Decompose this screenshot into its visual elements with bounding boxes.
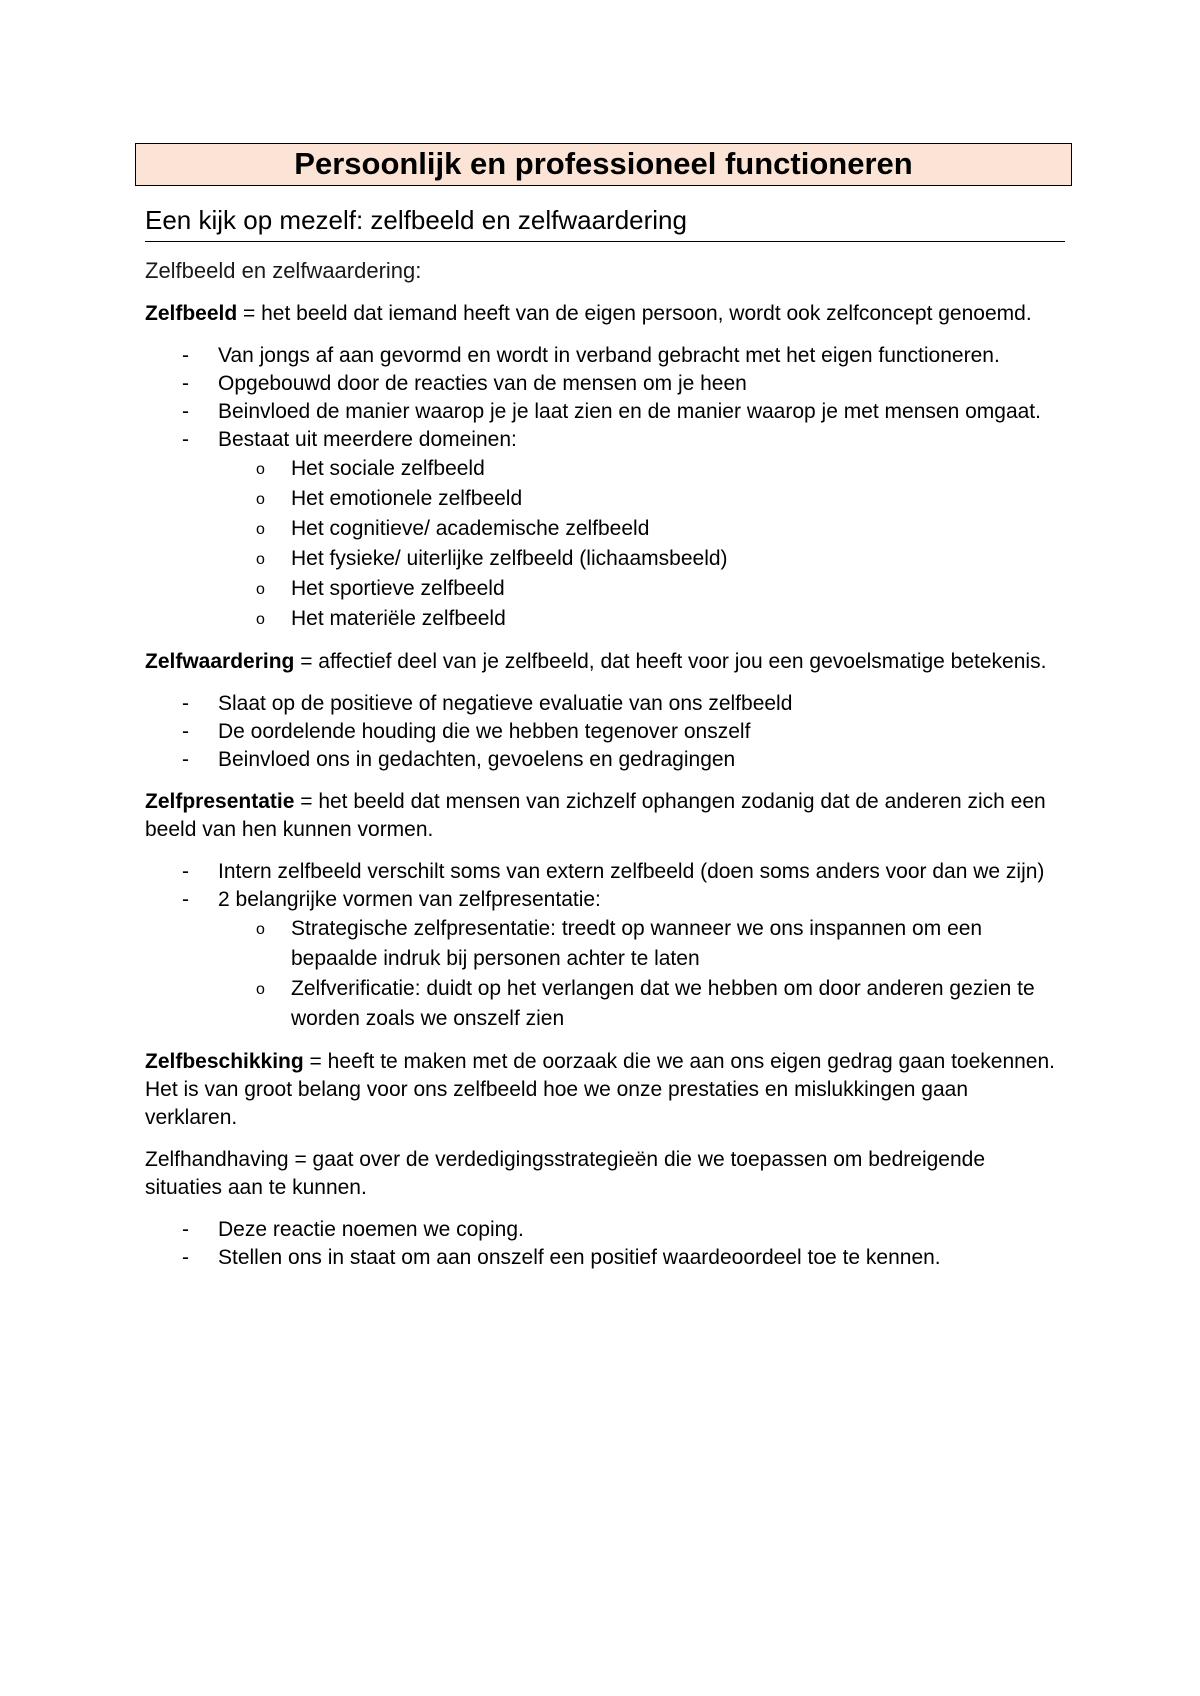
list-item: [145, 426, 1065, 634]
circle-marker: o: [256, 581, 265, 598]
list-item: [145, 342, 1065, 370]
list-item: [145, 746, 1065, 774]
circle-marker: o: [256, 461, 265, 478]
zelfwaardering-definition: = affectief deel van je zelfbeeld, dat heeft voor jou een gevoelsmatige betekenis.: [294, 650, 1047, 673]
section-subheading: Zelfbeeld en zelfwaardering:: [145, 258, 422, 283]
sublist-item: [218, 544, 1065, 574]
zelfwaardering-paragraph: [145, 648, 1065, 676]
domains-sublist: [218, 454, 1065, 634]
zelfbeeld-term: Zelfbeeld: [145, 302, 238, 325]
dash-marker: -: [182, 888, 189, 911]
list-item-text: Van jongs af aan gevormd en wordt in verband gebracht met het eigen functioneren.: [218, 344, 1000, 367]
zelfpresentatie-bullet-list: [145, 858, 1065, 1034]
dash-marker: -: [182, 372, 189, 395]
dash-marker: -: [182, 344, 189, 367]
sublist-item-text: Zelfverificatie: duidt op het verlangen dat we hebben om door anderen gezien te worden zoals we onszelf zien: [291, 977, 1035, 1030]
list-item-text: Intern zelfbeeld verschilt soms van extern zelfbeeld (doen soms anders voor dan we zijn): [218, 860, 1045, 883]
sublist-item-text: Het cognitieve/ academische zelfbeeld: [291, 517, 650, 540]
dash-marker: -: [182, 860, 189, 883]
list-item-text: Stellen ons in staat om aan onszelf een positief waardeoordeel toe te kennen.: [218, 1246, 941, 1269]
list-item: [145, 398, 1065, 426]
list-item-text: Bestaat uit meerdere domeinen:: [218, 428, 517, 451]
document-title: Persoonlijk en professioneel functioneren: [135, 143, 1072, 186]
dash-marker: -: [182, 692, 189, 715]
sublist-item-text: Strategische zelfpresentatie: treedt op wanneer we ons inspannen om een bepaalde indruk bij personen achter te laten: [291, 917, 983, 970]
sublist-item: [218, 454, 1065, 484]
dash-marker: -: [182, 1246, 189, 1269]
dash-marker: -: [182, 720, 189, 743]
dash-marker: -: [182, 400, 189, 423]
list-item: [145, 1244, 1065, 1272]
zelfwaardering-term: Zelfwaardering: [145, 650, 295, 673]
list-item: [145, 370, 1065, 398]
circle-marker: o: [256, 491, 265, 508]
circle-marker: o: [256, 981, 265, 998]
sublist-item: [218, 974, 1065, 1034]
list-item-text: Beinvloed ons in gedachten, gevoelens en gedragingen: [218, 748, 736, 771]
list-item-text: De oordelende houding die we hebben tegenover onszelf: [218, 720, 751, 743]
circle-marker: o: [256, 551, 265, 568]
zelfbeschikking-term: Zelfbeschikking: [145, 1050, 304, 1073]
zelfbeeld-definition: = het beeld dat iemand heeft van de eigen persoon, wordt ook zelfconcept genoemd.: [237, 302, 1032, 325]
list-item: [145, 718, 1065, 746]
dash-marker: -: [182, 428, 189, 451]
sublist-item-text: Het sportieve zelfbeeld: [291, 577, 505, 600]
zelfpresentatie-paragraph: [145, 788, 1065, 844]
zelfhandhaving-bullet-list: [145, 1216, 1065, 1272]
zelfwaardering-bullet-list: [145, 690, 1065, 774]
circle-marker: o: [256, 521, 265, 538]
sublist-item-text: Het materiële zelfbeeld: [291, 607, 506, 630]
sublist-item: [218, 604, 1065, 634]
sublist-item: [218, 914, 1065, 974]
sublist-item: [218, 484, 1065, 514]
sublist-item: [218, 574, 1065, 604]
sublist-item-text: Het sociale zelfbeeld: [291, 457, 485, 480]
list-item-text: Deze reactie noemen we coping.: [218, 1218, 524, 1241]
list-item: [145, 1216, 1065, 1244]
zelfbeeld-paragraph: [145, 300, 1065, 328]
list-item-text: Opgebouwd door de reacties van de mensen om je heen: [218, 372, 747, 395]
zelfbeschikking-paragraph: [145, 1048, 1065, 1132]
list-item: [145, 690, 1065, 718]
list-item: [145, 886, 1065, 1034]
circle-marker: o: [256, 921, 265, 938]
dash-marker: -: [182, 748, 189, 771]
list-item-text: Slaat op de positieve of negatieve evaluatie van ons zelfbeeld: [218, 692, 793, 715]
section-heading: Een kijk op mezelf: zelfbeeld en zelfwaardering: [145, 203, 1065, 242]
list-item-text: 2 belangrijke vormen van zelfpresentatie:: [218, 888, 601, 911]
zelfhandhaving-paragraph: Zelfhandhaving = gaat over de verdedigingsstrategieën die we toepassen om bedreigende situaties aan te kunnen.: [145, 1148, 985, 1199]
zelfpresentatie-term: Zelfpresentatie: [145, 790, 295, 813]
document-body: [145, 203, 1065, 1286]
dash-marker: -: [182, 1218, 189, 1241]
zelfbeeld-bullet-list: [145, 342, 1065, 634]
forms-sublist: [218, 914, 1065, 1034]
zelfbeschikking-definition: = heeft te maken met de oorzaak die we aan ons eigen gedrag gaan toekennen. Het is van groot belang voor ons zelfbeeld hoe we onze prestaties en mislukkingen gaan verklaren.: [145, 1050, 1056, 1129]
circle-marker: o: [256, 611, 265, 628]
sublist-item-text: Het emotionele zelfbeeld: [291, 487, 523, 510]
sublist-item-text: Het fysieke/ uiterlijke zelfbeeld (lichaamsbeeld): [291, 547, 728, 570]
sublist-item: [218, 514, 1065, 544]
zelfpresentatie-definition: = het beeld dat mensen van zichzelf ophangen zodanig dat de anderen zich een beeld van hen kunnen vormen.: [145, 790, 1046, 841]
list-item-text: Beinvloed de manier waarop je je laat zien en de manier waarop je met mensen omgaat.: [218, 400, 1041, 423]
list-item: [145, 858, 1065, 886]
